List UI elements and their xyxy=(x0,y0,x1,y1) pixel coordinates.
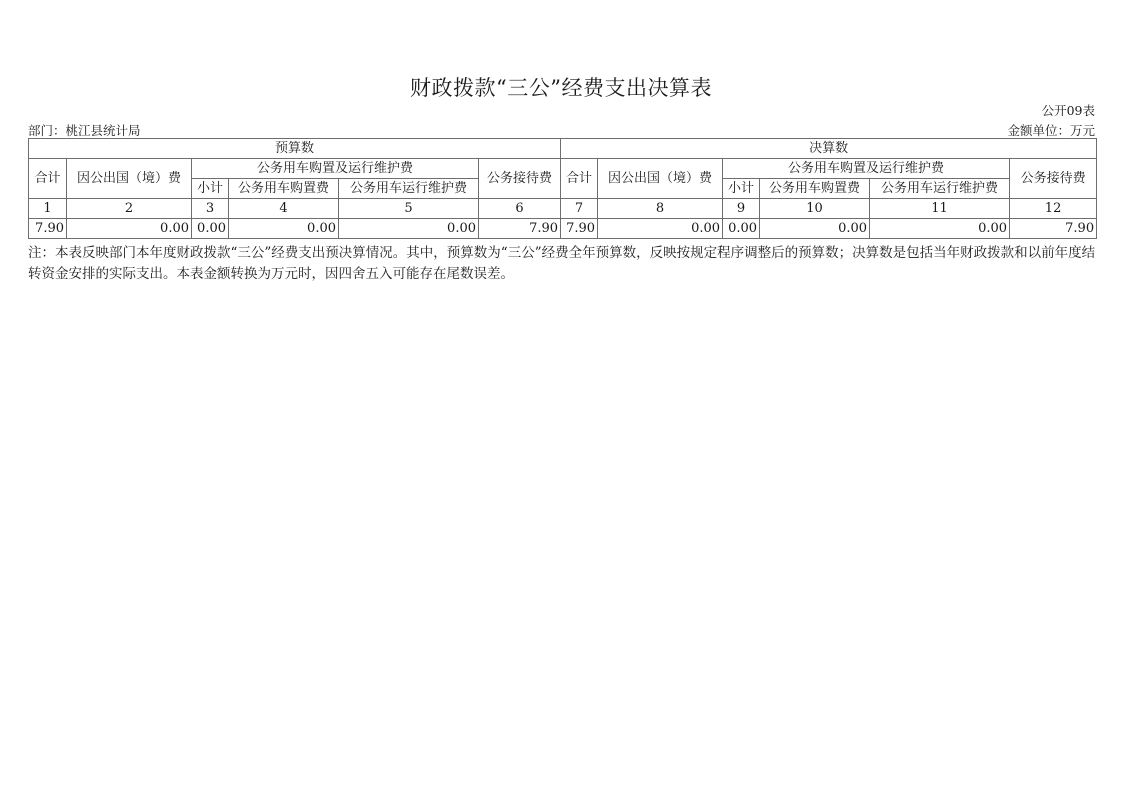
final-abroad-value: 0.00 xyxy=(598,219,723,239)
budget-operation-value: 0.00 xyxy=(339,219,479,239)
budget-purchase-value: 0.00 xyxy=(229,219,339,239)
column-number: 12 xyxy=(1010,199,1097,219)
column-number: 8 xyxy=(598,199,723,219)
column-number: 3 xyxy=(192,199,229,219)
header-row-categories xyxy=(29,159,1097,179)
budget-group-header: 预算数 xyxy=(29,139,561,159)
column-number: 10 xyxy=(760,199,870,219)
final-subtotal-header: 小计 xyxy=(723,179,760,199)
final-purchase-header: 公务用车购置费 xyxy=(760,179,870,199)
column-number: 9 xyxy=(723,199,760,219)
page-title: 财政拨款“三公”经费支出决算表 xyxy=(410,76,712,100)
budget-abroad-value: 0.00 xyxy=(67,219,192,239)
column-number: 2 xyxy=(67,199,192,219)
budget-reception-value: 7.90 xyxy=(479,219,561,239)
column-number: 6 xyxy=(479,199,561,219)
column-number: 1 xyxy=(29,199,67,219)
budget-reception-header: 公务接待费 xyxy=(479,159,561,199)
final-total-value: 7.90 xyxy=(561,219,598,239)
budget-total-header: 合计 xyxy=(29,159,67,199)
final-abroad-header: 因公出国（境）费 xyxy=(598,159,723,199)
unit-label: 金额单位：万元 xyxy=(1007,123,1095,138)
expense-table xyxy=(28,138,1097,239)
column-number: 11 xyxy=(870,199,1010,219)
final-operation-value: 0.00 xyxy=(870,219,1010,239)
footnote: 注：本表反映部门本年度财政拨款“三公”经费支出预决算情况。其中，预算数为“三公”经费全年预算数，反映按规定程序调整后的预算数；决算数是包括当年财政拨款和以前年度结转资金安排的实际支出。本表金额转换为万元时，因四舍五入可能存在尾数误差。 xyxy=(28,245,1096,282)
form-code: 公开09表 xyxy=(1041,103,1095,118)
budget-subtotal-header: 小计 xyxy=(192,179,229,199)
final-operation-header: 公务用车运行维护费 xyxy=(870,179,1010,199)
column-number: 5 xyxy=(339,199,479,219)
final-group-header: 决算数 xyxy=(561,139,1097,159)
column-number: 7 xyxy=(561,199,598,219)
final-reception-header: 公务接待费 xyxy=(1010,159,1097,199)
column-number: 4 xyxy=(229,199,339,219)
table-row xyxy=(29,219,1097,239)
budget-abroad-header: 因公出国（境）费 xyxy=(67,159,192,199)
final-subtotal-value: 0.00 xyxy=(723,219,760,239)
department-label: 部门：桃江县统计局 xyxy=(28,123,141,138)
final-reception-value: 7.90 xyxy=(1010,219,1097,239)
budget-purchase-header: 公务用车购置费 xyxy=(229,179,339,199)
header-row-groups xyxy=(29,139,1097,159)
final-purchase-value: 0.00 xyxy=(760,219,870,239)
final-vehicle-header: 公务用车购置及运行维护费 xyxy=(723,159,1010,179)
budget-vehicle-header: 公务用车购置及运行维护费 xyxy=(192,159,479,179)
budget-total-value: 7.90 xyxy=(29,219,67,239)
column-number-row xyxy=(29,199,1097,219)
budget-operation-header: 公务用车运行维护费 xyxy=(339,179,479,199)
budget-subtotal-value: 0.00 xyxy=(192,219,229,239)
final-total-header: 合计 xyxy=(561,159,598,199)
